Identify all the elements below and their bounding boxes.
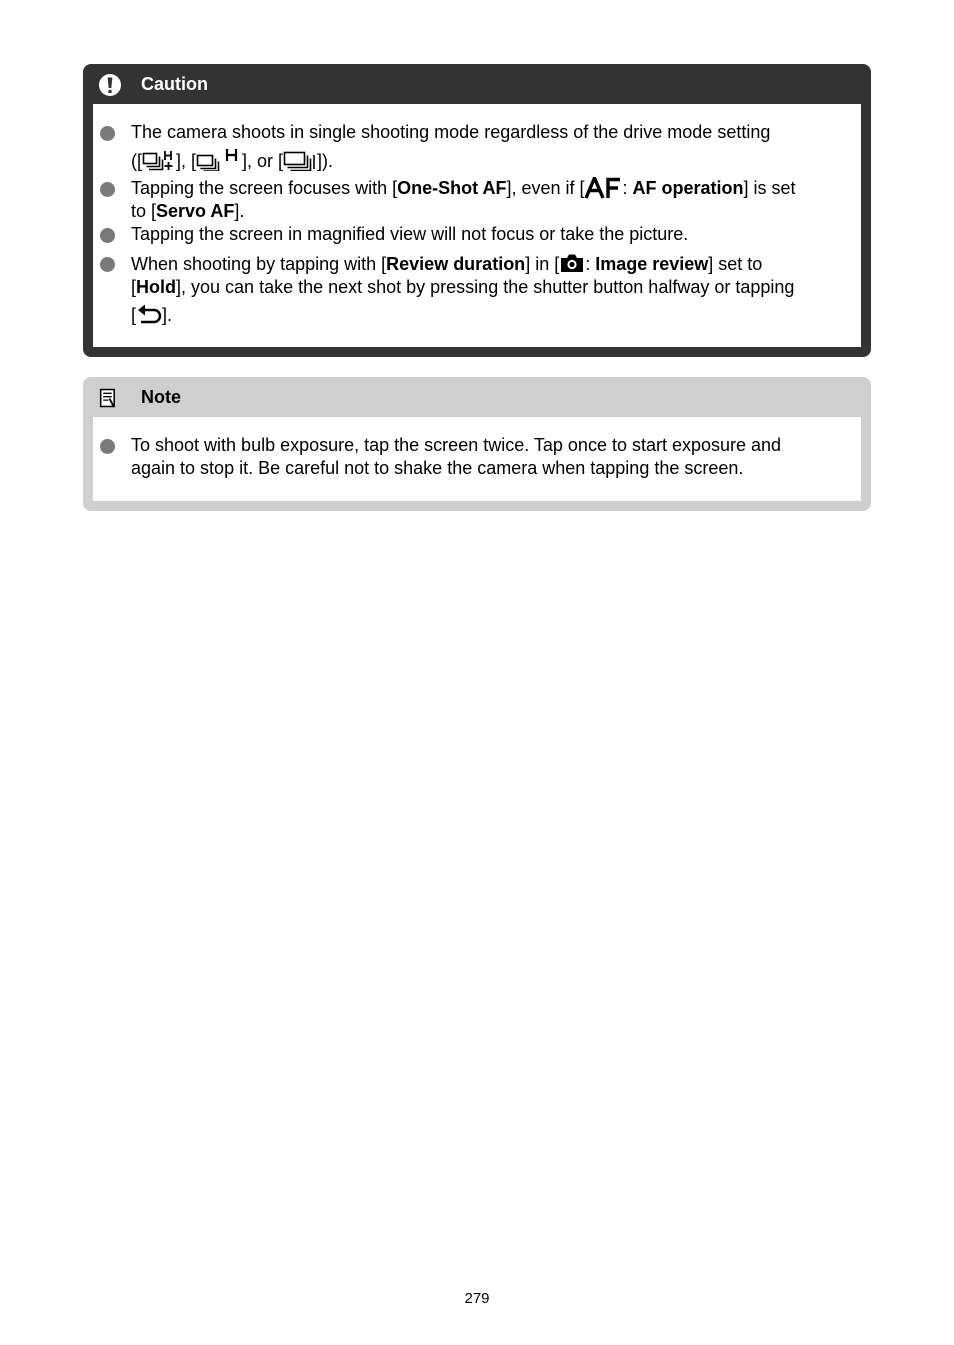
note-title: Note xyxy=(141,387,181,407)
bullet-icon xyxy=(100,126,115,141)
note-body xyxy=(93,417,861,501)
caution-body xyxy=(93,104,861,347)
continuous-shooting-low-icon xyxy=(283,149,317,171)
camera-tab-icon xyxy=(559,252,585,274)
note-item-text xyxy=(131,434,847,480)
text-line: The camera shoots in single shooting mode regardless of the drive mode setting xyxy=(131,122,771,142)
page-number: 279 xyxy=(464,1290,490,1307)
caution-item-text xyxy=(131,223,847,246)
memo-icon xyxy=(99,385,121,411)
bullet-icon xyxy=(100,182,115,197)
exclamation-icon xyxy=(97,72,123,98)
text-line: [ ]. xyxy=(131,305,173,325)
text-line: Tapping the screen focuses with [One-Shot AF], even if [ : AF operation] is set xyxy=(131,178,796,198)
text-line: again to stop it. Be careful not to shake the camera when tapping the screen. xyxy=(131,458,744,478)
af-tab-icon xyxy=(585,177,623,199)
caution-box xyxy=(83,64,871,357)
return-icon xyxy=(136,303,162,325)
caution-item-text xyxy=(131,177,847,223)
note-box xyxy=(83,377,871,511)
text-line: ([ ], [ ], or [ ]). xyxy=(131,151,334,171)
bullet-icon xyxy=(100,439,115,454)
text-line: To shoot with bulb exposure, tap the screen twice. Tap once to start exposure and xyxy=(131,435,782,455)
text-line: [Hold], you can take the next shot by pressing the shutter button halfway or tapping xyxy=(131,277,795,297)
bullet-icon xyxy=(100,257,115,272)
caution-title: Caution xyxy=(141,74,208,94)
text-line: Tapping the screen in magnified view will not focus or take the picture. xyxy=(131,224,689,244)
continuous-shooting-high-icon xyxy=(196,149,242,171)
text-line: to [Servo AF]. xyxy=(131,201,245,221)
bullet-icon xyxy=(100,228,115,243)
continuous-shooting-high-plus-icon xyxy=(142,149,176,171)
caution-header xyxy=(83,64,871,104)
text-line: When shooting by tapping with [Review duration] in [ : Image review] set to xyxy=(131,254,763,274)
caution-item-text xyxy=(131,252,847,327)
caution-item-text xyxy=(131,121,847,173)
note-header xyxy=(83,377,871,417)
